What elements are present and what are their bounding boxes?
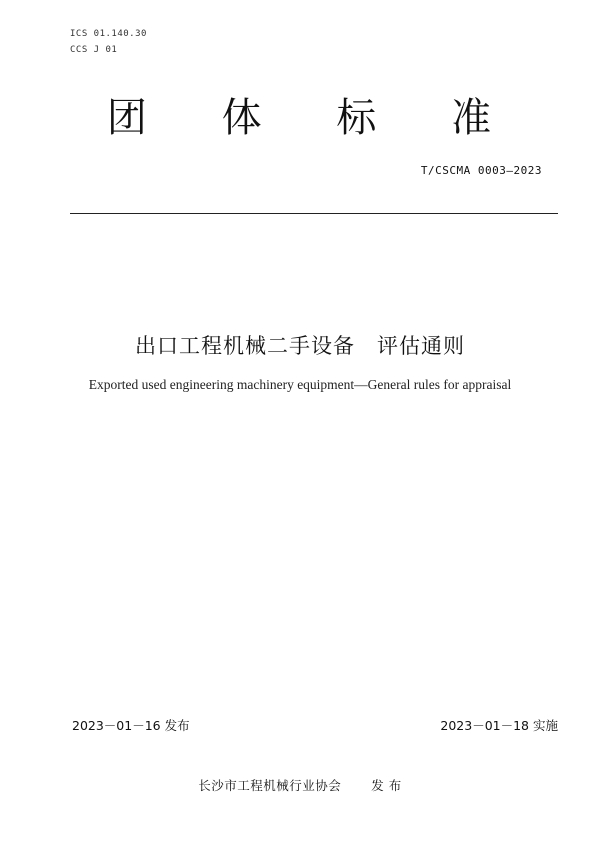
publisher-line xyxy=(0,776,600,794)
publisher-name: 长沙市工程机械行业协会 xyxy=(198,778,342,793)
publish-label: 发 布 xyxy=(371,778,402,793)
title-char: 准 xyxy=(451,95,494,141)
implementation-date: 2023－01－18 实施 xyxy=(440,718,558,733)
issue-date: 2023－01－16 发布 xyxy=(72,718,190,733)
title-char: 体 xyxy=(221,95,264,141)
standard-number: T/CSCMA 0003—2023 xyxy=(420,164,542,177)
standard-title-chinese: 出口工程机械二手设备 评估通则 xyxy=(135,334,465,358)
title-char: 标 xyxy=(336,95,379,141)
document-type-title xyxy=(0,93,600,143)
ccs-code: CCS J 01 xyxy=(70,45,118,55)
header-divider xyxy=(70,213,558,214)
standard-title-english: Exported used engineering machinery equipment—General rules for appraisal xyxy=(88,377,512,392)
title-char: 团 xyxy=(106,95,149,141)
ics-code: ICS 01.140.30 xyxy=(70,29,147,39)
